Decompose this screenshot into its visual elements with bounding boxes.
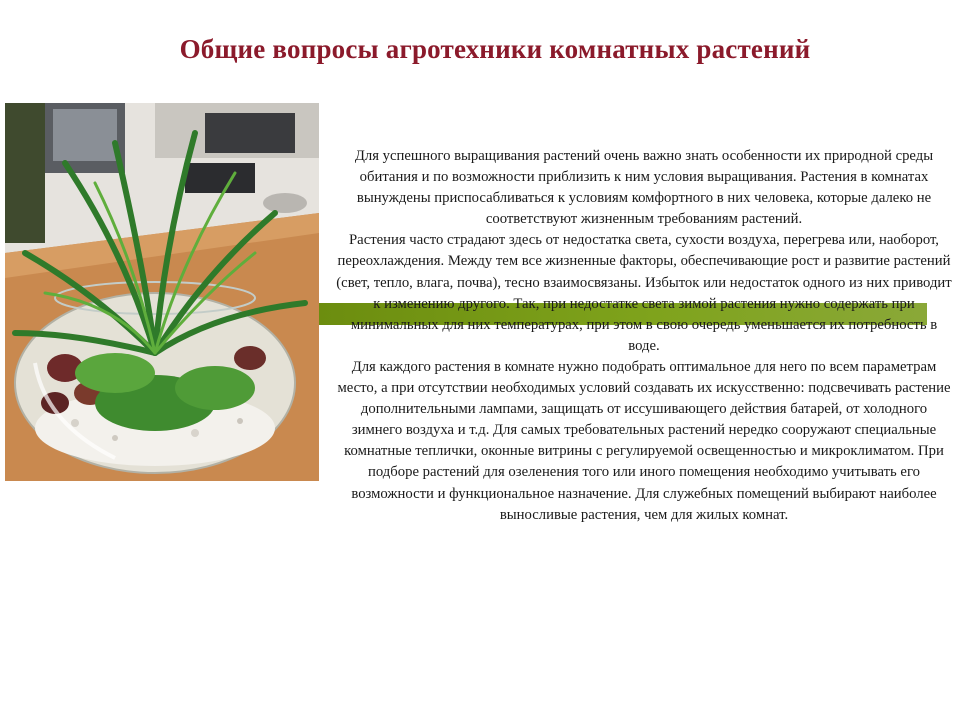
- terrarium-photo: [5, 103, 319, 481]
- slide-title: Общие вопросы агротехники комнатных растений: [179, 34, 811, 64]
- paragraph-3: Для каждого растения в комнате нужно подобрать оптимальное для него по всем параметрам место, а при отсутствии необходимых условий создавать их искусственно: подсвечивать растение дополнительными лампами, защищать от иссушивающего действия батарей, от холодного зимнего воздуха и т.д. Для самых требовательных растений нередко сооружают специальные комнатные теплички, оконные витрины с регулируемой освещенностью и микроклиматом. При подборе растений для озеленения того или иного помещения необходимо учитывать его возможности и функциональное назначение. Для служебных помещений выбирают наиболее выносливые растения, чем для жилых комнат.: [337, 358, 951, 523]
- paragraph-2: Растения часто страдают здесь от недостатка света, сухости воздуха, перегрева или, наоборот, переохлаждения. Между тем все жизненные факторы, обеспечивающие рост и развитие растений (свет, тепло, влага, почва), тесно взаимосвязаны. Избыток или недостаток одного из них приводит к изменению другого. Так, при недостатке света зимой растения нужно содержать при минимальных для них температурах, при этом в свою очередь уменьшается их потребность в воде.: [336, 232, 952, 354]
- paragraph-1: Для успешного выращивания растений очень важно знать особенности их природной среды обитания и по возможности приблизить к ним условия выращивания. Растения в комнатах вынуждены приспосабливаться к условиям комфортного в них человека, которые далеко не соответствуют жизненным требованиям растений.: [354, 148, 934, 228]
- body-text: [334, 146, 954, 526]
